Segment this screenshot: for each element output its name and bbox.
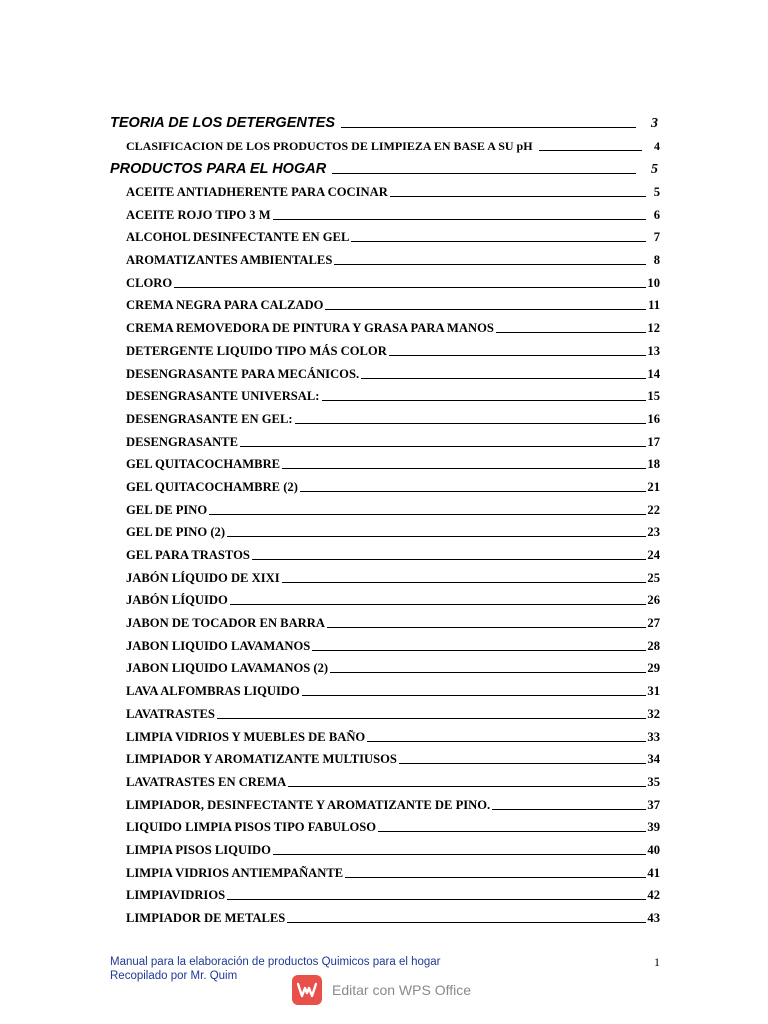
toc-entry[interactable]: [110, 884, 660, 907]
toc-page-number: 42: [647, 888, 660, 903]
toc-entry-title: ALCOHOL DESINFECTANTE EN GEL: [126, 230, 350, 245]
table-of-contents: [110, 112, 660, 930]
wps-edit-label: Editar con WPS Office: [332, 982, 472, 998]
toc-entry-title: GEL QUITACOCHAMBRE: [126, 457, 281, 472]
toc-entry[interactable]: [110, 544, 660, 567]
toc-entry-title: GEL DE PINO: [126, 502, 208, 517]
toc-page-number: 28: [647, 638, 660, 653]
toc-entry[interactable]: [110, 294, 660, 317]
toc-entry-title: JABON LIQUIDO LAVAMANOS: [126, 638, 311, 653]
toc-page-number: 3: [651, 116, 658, 131]
toc-leader-line: [341, 127, 636, 128]
toc-section-title: TEORIA DE LOS DETERGENTES: [110, 115, 336, 131]
toc-page-number: 21: [647, 479, 660, 494]
toc-entry-title: LAVATRASTES EN CREMA: [126, 774, 287, 789]
toc-leader-line: [378, 831, 646, 832]
toc-entry[interactable]: [110, 657, 660, 680]
toc-entry-title: LAVATRASTES: [126, 706, 215, 721]
toc-entry[interactable]: [110, 862, 660, 885]
toc-entry-title: CLORO: [126, 275, 173, 290]
toc-leader-line: [325, 309, 646, 310]
toc-entry-title: JABON DE TOCADOR EN BARRA: [126, 616, 325, 631]
toc-entry[interactable]: [110, 907, 660, 930]
toc-page-number: 35: [647, 774, 660, 789]
toc-entry[interactable]: [110, 431, 660, 454]
toc-entry-title: LIMPIA VIDRIOS Y MUEBLES DE BAÑO: [126, 729, 366, 744]
toc-entry[interactable]: [110, 589, 660, 612]
toc-page-number: 34: [647, 752, 660, 767]
toc-entry-title: DESENGRASANTE EN GEL:: [126, 411, 293, 426]
toc-page-number: 40: [647, 842, 660, 857]
footer-page-number: 1: [654, 955, 660, 969]
toc-entry[interactable]: [110, 476, 660, 499]
toc-entry-title: DESENGRASANTE UNIVERSAL:: [126, 389, 320, 404]
toc-entry[interactable]: [110, 680, 660, 703]
toc-entry-title: LIQUIDO LIMPIA PISOS TIPO FABULOSO: [126, 820, 377, 835]
toc-entry[interactable]: [110, 794, 660, 817]
toc-entry[interactable]: [110, 612, 660, 635]
toc-page-number: 13: [647, 343, 660, 358]
toc-entry[interactable]: [110, 204, 660, 227]
toc-entry-title: LAVA ALFOMBRAS LIQUIDO: [126, 684, 300, 699]
toc-page-number: 15: [647, 389, 660, 404]
toc-page-number: 31: [647, 684, 660, 699]
toc-leader-line: [345, 877, 646, 878]
toc-leader-line: [351, 241, 646, 242]
toc-entry-title: LIMPIADOR DE METALES: [126, 911, 286, 925]
toc-entry-title: CLASIFICACION DE LOS PRODUCTOS DE LIMPIEZA EN BASE A SU pH: [126, 139, 533, 153]
toc-page-number: 16: [647, 411, 660, 426]
toc-leader-line: [367, 741, 646, 742]
toc-page-number: 43: [647, 911, 660, 925]
toc-page-number: 24: [647, 548, 660, 562]
toc-entry-title: JABÓN LÍQUIDO: [126, 593, 228, 608]
toc-entry[interactable]: [110, 453, 660, 476]
toc-leader-line: [361, 378, 646, 379]
toc-entry[interactable]: [110, 181, 660, 204]
toc-page-number: 18: [647, 457, 660, 472]
toc-leader-line: [273, 854, 646, 855]
toc-leader-line: [327, 627, 646, 628]
footer-compiler: Recopilado por Mr. Quim: [110, 970, 238, 982]
toc-leader-line: [492, 809, 646, 810]
toc-section-title: PRODUCTOS PARA EL HOGAR: [110, 161, 327, 177]
toc-page-number: 33: [647, 729, 660, 744]
toc-page-number: 41: [647, 865, 660, 880]
toc-entry[interactable]: [110, 272, 660, 295]
toc-entry[interactable]: [110, 385, 660, 408]
toc-leader-line: [322, 400, 647, 401]
footer-manual-title: Manual para la elaboración de productos Quimicos para el hogar: [110, 956, 441, 968]
toc-entry[interactable]: [110, 135, 660, 158]
toc-entry[interactable]: [110, 771, 660, 794]
toc-page-number: 5: [653, 185, 660, 199]
toc-page-number: 10: [647, 275, 660, 290]
toc-entry-title: CREMA REMOVEDORA DE PINTURA Y GRASA PARA MANOS: [126, 321, 494, 336]
toc-page-number: 4: [654, 139, 660, 153]
toc-entry[interactable]: [110, 567, 660, 590]
toc-leader-line: [330, 672, 646, 673]
toc-entry[interactable]: [110, 226, 660, 249]
toc-leader-line: [334, 264, 646, 265]
toc-leader-line: [282, 582, 646, 583]
toc-page-number: 14: [647, 366, 660, 381]
toc-leader-line: [227, 899, 646, 900]
wps-logo-icon: [292, 975, 322, 1005]
toc-entry-title: DESENGRASANTE: [126, 434, 238, 449]
toc-page-number: 5: [651, 162, 658, 177]
toc-leader-line: [496, 332, 646, 333]
toc-entry-title: GEL PARA TRASTOS: [126, 548, 250, 562]
toc-page-number: 11: [648, 298, 660, 313]
toc-entry[interactable]: [110, 499, 660, 522]
toc-page-number: 29: [647, 661, 660, 676]
toc-leader-line: [209, 514, 646, 515]
toc-section-heading[interactable]: [110, 158, 660, 181]
toc-leader-line: [273, 219, 646, 220]
toc-page-number: 22: [647, 502, 660, 517]
toc-entry[interactable]: [110, 340, 660, 363]
toc-entry-title: GEL QUITACOCHAMBRE (2): [126, 479, 298, 494]
toc-page-number: 26: [647, 593, 660, 608]
toc-leader-line: [539, 150, 642, 151]
toc-leader-line: [389, 355, 646, 356]
toc-entry[interactable]: [110, 816, 660, 839]
toc-entry-title: GEL DE PINO (2): [126, 525, 226, 540]
toc-leader-line: [302, 695, 646, 696]
toc-page-number: 25: [647, 570, 660, 585]
toc-entry[interactable]: [110, 521, 660, 544]
toc-entry[interactable]: [110, 839, 660, 862]
toc-leader-line: [227, 536, 646, 537]
toc-entry-title: LIMPIADOR, DESINFECTANTE Y AROMATIZANTE DE PINO.: [126, 797, 491, 812]
toc-entry[interactable]: [110, 635, 660, 658]
toc-page-number: 23: [647, 525, 660, 540]
toc-leader-line: [399, 763, 646, 764]
toc-leader-line: [252, 559, 646, 560]
toc-entry-title: ACEITE ANTIADHERENTE PARA COCINAR: [126, 185, 388, 199]
toc-entry-title: AROMATIZANTES AMBIENTALES: [126, 253, 333, 268]
toc-entry-title: LIMPIADOR Y AROMATIZANTE MULTIUSOS: [126, 752, 397, 767]
toc-page-number: 17: [647, 434, 660, 449]
toc-leader-line: [288, 786, 646, 787]
toc-entry-title: CREMA NEGRA PARA CALZADO: [126, 298, 324, 313]
toc-entry[interactable]: [110, 317, 660, 340]
toc-entry-title: DESENGRASANTE PARA MECÁNICOS.: [126, 366, 360, 381]
wps-edit-banner[interactable]: [292, 975, 471, 1005]
toc-leader-line: [332, 173, 636, 174]
toc-entry-title: LIMPIA VIDRIOS ANTIEMPAÑANTE: [126, 865, 344, 880]
toc-leader-line: [217, 718, 646, 719]
toc-entry-title: ACEITE ROJO TIPO 3 M: [126, 207, 271, 222]
toc-leader-line: [300, 491, 646, 492]
toc-page-number: 32: [647, 706, 660, 721]
toc-page-number: 7: [653, 230, 660, 245]
toc-page-number: 12: [647, 321, 660, 336]
toc-leader-line: [295, 423, 646, 424]
toc-entry[interactable]: [110, 703, 660, 726]
toc-leader-line: [174, 287, 646, 288]
toc-leader-line: [390, 196, 646, 197]
toc-page-number: 27: [647, 616, 660, 631]
toc-leader-line: [230, 604, 646, 605]
toc-entry[interactable]: [110, 726, 660, 749]
toc-page-number: 37: [647, 797, 660, 812]
toc-entry[interactable]: [110, 408, 660, 431]
toc-entry-title: LIMPIAVIDRIOS: [126, 888, 226, 903]
toc-page-number: 8: [653, 253, 660, 268]
toc-entry-title: JABÓN LÍQUIDO DE XIXI: [126, 570, 280, 585]
toc-page-number: 39: [647, 820, 660, 835]
toc-entry[interactable]: [110, 748, 660, 771]
toc-entry-title: JABON LIQUIDO LAVAMANOS (2): [126, 661, 329, 676]
toc-leader-line: [312, 650, 646, 651]
toc-entry[interactable]: [110, 363, 660, 386]
toc-leader-line: [287, 922, 646, 923]
toc-page-number: 6: [653, 207, 660, 222]
toc-entry-title: LIMPIA PISOS LIQUIDO: [126, 842, 271, 857]
toc-leader-line: [240, 446, 646, 447]
toc-leader-line: [282, 468, 646, 469]
toc-section-heading[interactable]: [110, 112, 660, 135]
toc-entry[interactable]: [110, 249, 660, 272]
toc-entry-title: DETERGENTE LIQUIDO TIPO MÁS COLOR: [126, 343, 387, 358]
toc-entry-list: [110, 181, 660, 930]
